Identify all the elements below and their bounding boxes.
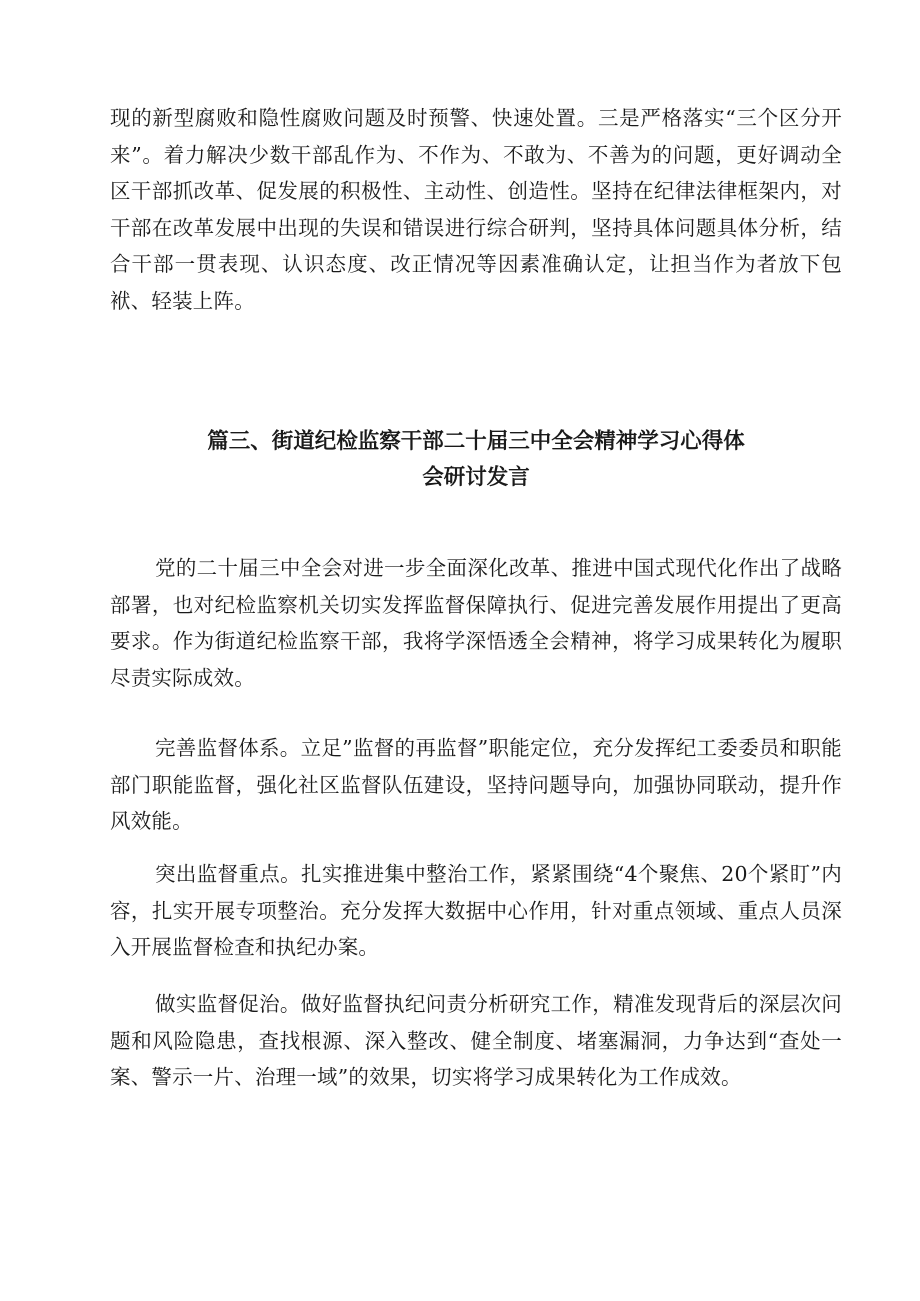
body-paragraph: 突出监督重点。扎实推进集中整治工作，紧紧围绕“4个聚焦、20个紧盯”内容，扎实开展专项整治。充分发挥大数据中心作用，针对重点领域、重点人员深入开展监督检查和执纪办案。 xyxy=(110,862,842,960)
section-title-line-1: 篇三、街道纪检监察干部二十届三中全会精神学习心得体 xyxy=(207,429,745,454)
body-paragraph: 完善监督体系。立足”监督的再监督”职能定位，充分发挥纪工委委员和职能部门职能监督，强化社区监督队伍建设，坚持问题导向，加强协同联动，提升作风效能。 xyxy=(110,736,842,834)
body-paragraph: 做实监督促治。做好监督执纪问责分析研究工作，精准发现背后的深层次问题和风险隐患，查找根源、深入整改、健全制度、堵塞漏洞，力争达到“查处一案、警示一片、治理一域”的效果，切实将学习成果转化为工作成效。 xyxy=(110,992,842,1090)
section-title-line-2: 会研讨发言 xyxy=(422,465,530,490)
continuation-paragraph: 现的新型腐败和隐性腐败问题及时预警、快速处置。三是严格落实“三个区分开来”。着力解决少数干部乱作为、不作为、不敢为、不善为的问题，更好调动全区干部抓改革、促发展的积极性、主动性、创造性。坚持在纪律法律框架内，对干部在改革发展中出现的失误和错误进行综合研判，坚持具体问题具体分析，结合干部一贯表现、认识态度、改正情况等因素准确认定，让担当作为者放下包袱、轻装上阵。 xyxy=(110,106,842,313)
section-title xyxy=(110,424,842,496)
body-paragraph: 党的二十届三中全会对进一步全面深化改革、推进中国式现代化作出了战略部署，也对纪检监察机关切实发挥监督保障执行、促进完善发展作用提出了更高要求。作为街道纪检监察干部，我将学深悟透全会精神，将学习成果转化为履职尽责实际成效。 xyxy=(110,556,842,690)
